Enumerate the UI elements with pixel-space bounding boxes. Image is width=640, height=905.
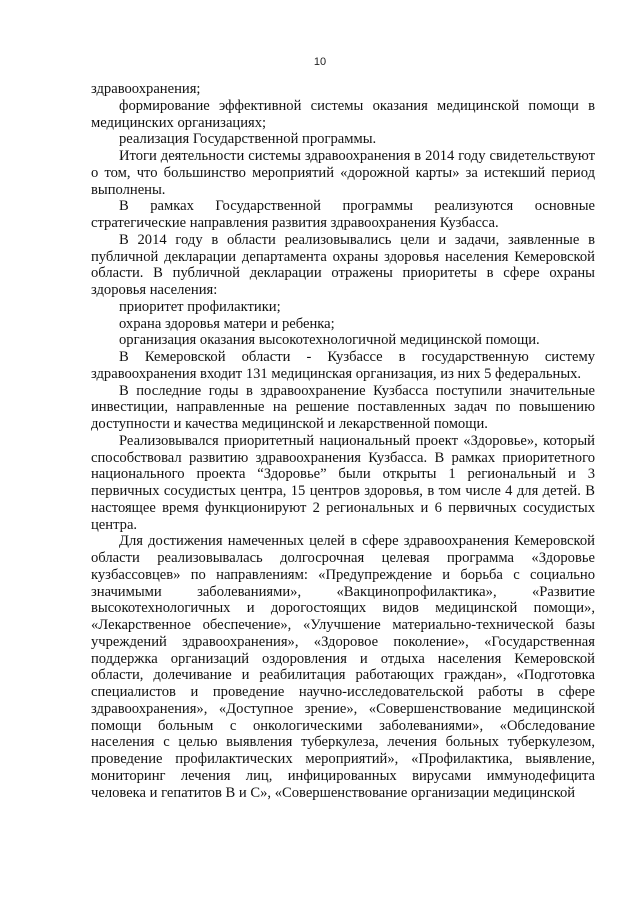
paragraph: организация оказания высокотехнологичной медицинской помощи.	[119, 332, 540, 349]
paragraph: Итоги деятельности системы здравоохранения в 2014 году свидетельствуют о том, что большинство мероприятий «дорожной карты» за истекший период выполнены.	[91, 148, 595, 198]
page-number: 10	[313, 56, 327, 68]
paragraph: Реализовывался приоритетный национальный проект «Здоровье», который способствовал развитию здравоохранения Кузбасса. В рамках приоритетного национального проекта “Здоровье” были открыты 1 региональный и 3 первичных сосудистых центра, 15 центров здоровья, в том числе 4 для детей. В настоящее время функционируют 2 региональных и 6 первичных сосудистых центра.	[91, 432, 595, 533]
paragraph: Для достижения намеченных целей в сфере здравоохранения Кемеровской области реализовывалась долгосрочная целевая программа «Здоровье кузбассовцев» по направлениям: «Предупреждение и борьба с социально значимыми заболеваниями», «Вакцинопрофилактика», «Развитие высокотехнологичных и дорогостоящих видов медицинской помощи», «Лекарственное обеспечение», «Улучшение материально-технической базы учреждений здравоохранения», «Здоровое поколение», «Государственная поддержка организаций оздоровления и отдыха населения Кемеровской области, долечивание и реабилитация работающих граждан», «Подготовка специалистов и проведение научно-исследовательской работы в сфере здравоохранения», «Доступное зрение», «Совершенствование медицинской помощи больным с онкологическими заболеваниями», «Обследование населения с целью выявления туберкулеза, лечения больных туберкулезом, проведение профилактических мероприятий», «Профилактика, выявление, мониторинг лечения лиц, инфицированных вирусами иммунодефицита человека и гепатитов В и С», «Совершенствование организации медицинской	[91, 533, 595, 801]
paragraph: В рамках Государственной программы реализуются основные стратегические направления развития здравоохранения Кузбасса.	[91, 198, 595, 231]
document-body	[91, 81, 595, 801]
paragraph: формирование эффективной системы оказания медицинской помощи в медицинских организациях;	[91, 97, 595, 131]
paragraph: реализация Государственной программы.	[119, 131, 377, 148]
paragraph: В последние годы в здравоохранение Кузбасса поступили значительные инвестиции, направленные на решение поставленных задач по повышению доступности и качества медицинской и лекарственной помощи.	[91, 382, 595, 432]
paragraph: В Кемеровской области - Кузбассе в государственную систему здравоохранения входит 131 медицинская организация, из них 5 федеральных.	[91, 349, 595, 382]
paragraph: В 2014 году в области реализовывались цели и задачи, заявленные в публичной декларации департамента охраны здоровья населения Кемеровской области. В публичной декларации отражены приоритеты в сфере охраны здоровья населения:	[91, 231, 595, 298]
paragraph: приоритет профилактики;	[119, 298, 281, 315]
paragraph: здравоохранения;	[91, 81, 201, 97]
paragraph: охрана здоровья матери и ребенка;	[119, 315, 335, 332]
